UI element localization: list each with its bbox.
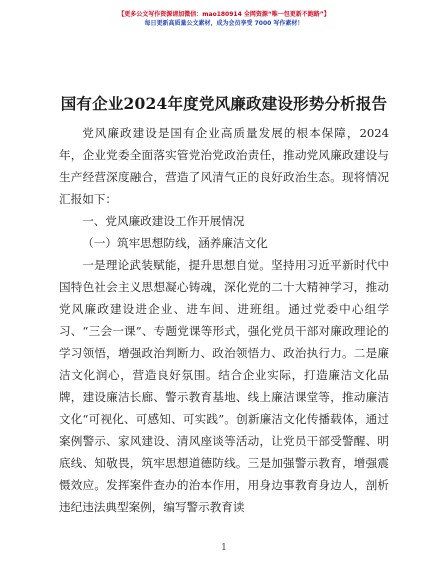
intro-paragraph: 党风廉政建设是国有企业高质量发展的根本保障，2024年，企业党委全面落实管党治党政治责任，推动党风廉政建设与生产经营深度融合，营造了风清气正的良好政治生态。现将情况汇报如下： (59, 126, 389, 206)
promo-banner (0, 10, 448, 28)
banner-line-2: 每日更新高质量公文素材，成为会员享受 7000 写作素材！ (144, 20, 304, 27)
section-heading: 一、党风廉政建设工作开展情况 (82, 214, 245, 228)
document-title: 国有企业2024年度党风廉政建设形势分析报告 (60, 94, 388, 113)
page-number: 1 (221, 543, 227, 553)
body-paragraph: 一是理论武装赋能，提升思想自觉。坚持用习近平新时代中国特色社会主义思想凝心铸魂，深化党的二十大精神学习，推动党风廉政建设进企业、进车间、进班组。通过党委中心组学习、“三会一课”、专题党课等形式，强化党员干部对廉政理论的学习领悟，增强政治判断力、政治领悟力、政治执行力。二是廉洁文化润心，营造良好氛围。结合企业实际，打造廉洁文化品牌，建设廉洁长廊、警示教育基地、线上廉洁课堂等，推动廉洁文化“可视化、可感知、可实践”。创新廉洁文化传播载体，通过案例警示、家风建设、清风座谈等活动，让党员干部受警醒、明底线、知敬畏，筑牢思想道德防线。三是加强警示教育，增强震慑效应。发挥案件查办的治本作用，用身边事教育身边人，剖析违纪违法典型案例，编写警示教育读 (59, 258, 389, 514)
subsection-heading: （一）筑牢思想防线，涵养廉洁文化 (82, 236, 268, 250)
document-body (59, 122, 389, 518)
banner-line-1: 【更多公文写作资源请加微信：mao180914 全网资源“唯一包更新不跑路”】 (118, 11, 330, 18)
